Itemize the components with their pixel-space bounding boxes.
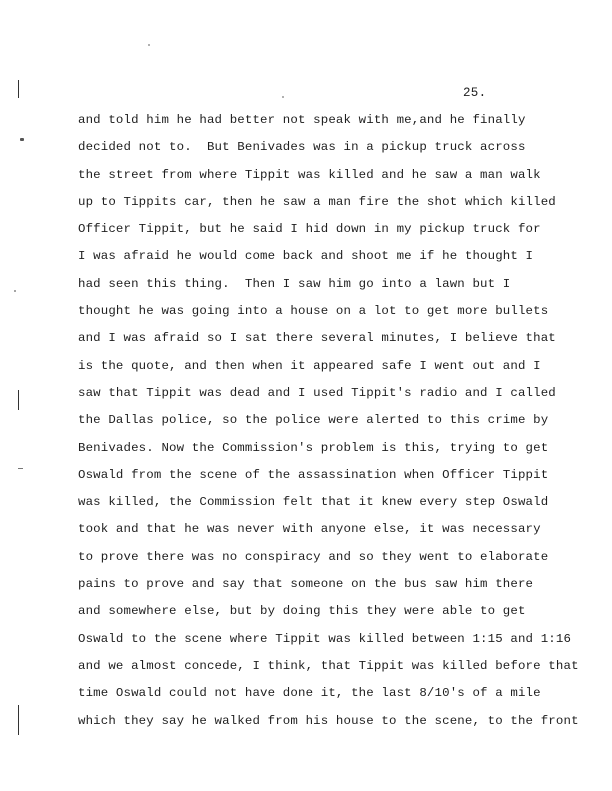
text-line: pains to prove and say that someone on the bus saw him there [78,577,534,592]
text-line: and somewhere else, but by doing this they were able to get [78,604,526,619]
text-line: was killed, the Commission felt that it knew every step Oswald [78,495,549,510]
text-line: took and that he was never with anyone else, it was necessary [78,522,541,537]
text-line: to prove there was no conspiracy and so they went to elaborate [78,549,549,564]
text-line: decided not to. But Benivades was in a pickup truck across [78,140,526,155]
text-line: Officer Tippit, but he said I hid down in my pickup truck for [78,222,541,237]
text-line: I was afraid he would come back and shoot me if he thought I [78,249,534,264]
margin-mark [18,80,19,98]
page-number: 25. [463,86,487,100]
text-line: saw that Tippit was dead and I used Tippit's radio and I called [78,385,556,400]
margin-mark [20,138,24,141]
body-text [78,111,590,739]
text-line: the street from where Tippit was killed and he saw a man walk [78,167,541,182]
margin-mark [18,705,19,735]
text-line: which they say he walked from his house to the scene, to the front [78,713,579,728]
margin-mark [18,390,19,410]
text-line: and I was afraid so I sat there several minutes, I believe that [78,331,556,346]
text-line: Benivades. Now the Commission's problem is this, trying to get [78,440,549,455]
text-line: Oswald to the scene where Tippit was killed between 1:15 and 1:16 [78,631,572,646]
margin-mark [14,290,16,292]
text-line: and told him he had better not speak with me,and he finally [78,113,526,127]
text-line: thought he was going into a house on a lot to get more bullets [78,304,549,319]
text-line: and we almost concede, I think, that Tippit was killed before that [78,658,579,673]
text-line: is the quote, and then when it appeared safe I went out and I [78,358,541,373]
text-line: time Oswald could not have done it, the last 8/10's of a mile [78,686,541,701]
text-line: had seen this thing. Then I saw him go into a lawn but I [78,276,511,291]
text-line: the Dallas police, so the police were alerted to this crime by [78,413,549,428]
text-line: up to Tippits car, then he saw a man fire the shot which killed [78,194,556,209]
scan-speck [282,96,284,98]
text-line: Oswald from the scene of the assassination when Officer Tippit [78,467,549,482]
scan-speck [148,44,150,46]
margin-mark [18,468,23,469]
